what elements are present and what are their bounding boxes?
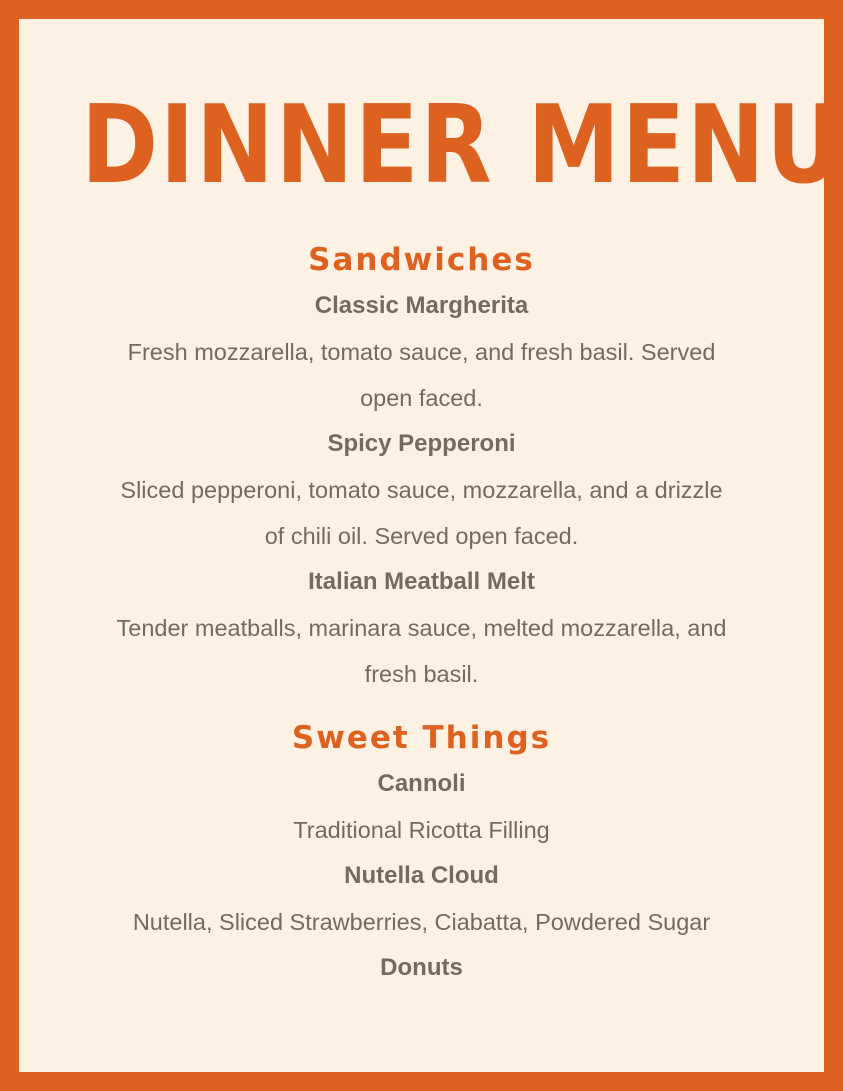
menu-item-classic-margherita <box>59 283 784 421</box>
section-gap <box>59 697 784 715</box>
item-name: Classic Margherita <box>314 292 529 319</box>
menu-title: DINNER MENU <box>81 83 843 208</box>
section-sandwiches <box>59 237 784 697</box>
item-name: Nutella Cloud <box>344 862 499 889</box>
item-description-line: fresh basil. <box>364 661 479 687</box>
menu-content <box>59 237 784 991</box>
item-name: Spicy Pepperoni <box>327 430 516 457</box>
item-description-line: Fresh mozzarella, tomato sauce, and fresh basil. Served <box>127 339 716 365</box>
item-name: Italian Meatball Melt <box>308 568 535 595</box>
title-area <box>19 71 843 221</box>
menu-item-spicy-pepperoni <box>59 421 784 559</box>
section-sweet-things <box>59 715 784 991</box>
item-name: Donuts <box>380 954 463 981</box>
section-title-sweet-things: Sweet Things <box>291 720 552 756</box>
menu-item-italian-meatball-melt <box>59 559 784 697</box>
menu-item-donuts <box>59 945 784 991</box>
item-name: Cannoli <box>377 770 466 797</box>
section-title-sandwiches: Sandwiches <box>308 242 535 278</box>
item-description-line: Traditional Ricotta Filling <box>293 817 550 843</box>
item-description-line: of chili oil. Served open faced. <box>264 523 579 549</box>
item-description-line: Sliced pepperoni, tomato sauce, mozzarella, and a drizzle <box>120 477 723 503</box>
menu-item-cannoli <box>59 761 784 853</box>
item-description-line: Nutella, Sliced Strawberries, Ciabatta, Powdered Sugar <box>132 909 711 935</box>
item-description-line: open faced. <box>360 385 483 411</box>
item-description-line: Tender meatballs, marinara sauce, melted mozzarella, and <box>116 615 727 641</box>
menu-item-nutella-cloud <box>59 853 784 945</box>
